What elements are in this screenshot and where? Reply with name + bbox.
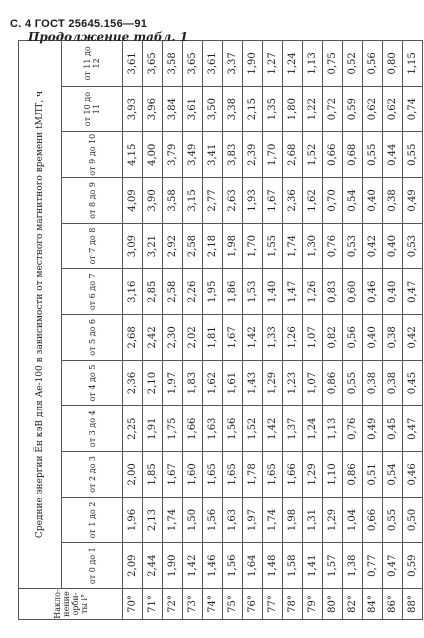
table-row bbox=[323, 41, 343, 620]
value-cell: 2,10 bbox=[143, 360, 163, 406]
value-cell: 1,93 bbox=[243, 178, 263, 224]
value-cell: 1,65 bbox=[203, 452, 223, 498]
continuation-label: Продолжение табл. 1 bbox=[28, 30, 189, 44]
value-cell: 2,15 bbox=[243, 86, 263, 132]
value-cell: 0,49 bbox=[403, 178, 423, 224]
inclination-cell: 71° bbox=[143, 589, 163, 620]
value-cell: 0,45 bbox=[403, 360, 423, 406]
value-cell: 1,56 bbox=[223, 406, 243, 452]
value-cell: 0,86 bbox=[323, 360, 343, 406]
table-body bbox=[123, 41, 423, 620]
value-cell: 1,50 bbox=[183, 497, 203, 543]
table-row bbox=[283, 41, 303, 620]
value-cell: 1,85 bbox=[143, 452, 163, 498]
value-cell: 0,54 bbox=[343, 178, 363, 224]
value-cell: 1,67 bbox=[163, 452, 183, 498]
value-cell: 1,43 bbox=[243, 360, 263, 406]
value-cell: 1,91 bbox=[143, 406, 163, 452]
value-cell: 3,16 bbox=[123, 269, 143, 315]
value-cell: 0,46 bbox=[363, 269, 383, 315]
value-cell: 3,84 bbox=[163, 86, 183, 132]
rotated-table-block bbox=[18, 30, 418, 620]
inclination-cell: 77° bbox=[263, 589, 283, 620]
value-cell: 3,21 bbox=[143, 223, 163, 269]
value-cell: 1,26 bbox=[303, 269, 323, 315]
table-row bbox=[343, 41, 363, 620]
value-cell: 1,42 bbox=[263, 406, 283, 452]
value-cell: 2,13 bbox=[143, 497, 163, 543]
table-row bbox=[203, 41, 223, 620]
value-cell: 0,74 bbox=[403, 86, 423, 132]
value-cell: 0,68 bbox=[343, 132, 363, 178]
value-cell: 0,47 bbox=[403, 406, 423, 452]
table-row bbox=[143, 41, 163, 620]
inclination-cell: 78° bbox=[283, 589, 303, 620]
sub-header-4: от 3 до 4 bbox=[62, 406, 123, 452]
value-cell: 4,15 bbox=[123, 132, 143, 178]
value-cell: 0,42 bbox=[363, 223, 383, 269]
value-cell: 0,80 bbox=[383, 41, 403, 87]
value-cell: 3,38 bbox=[223, 86, 243, 132]
inclination-cell: 84° bbox=[363, 589, 383, 620]
value-cell: 0,53 bbox=[403, 223, 423, 269]
value-cell: 1,38 bbox=[343, 543, 363, 589]
value-cell: 2,77 bbox=[203, 178, 223, 224]
table-row bbox=[403, 41, 423, 620]
value-cell: 3,65 bbox=[183, 41, 203, 87]
value-cell: 0,50 bbox=[403, 497, 423, 543]
value-cell: 1,46 bbox=[203, 543, 223, 589]
value-cell: 1,62 bbox=[303, 178, 323, 224]
inclination-cell: 79° bbox=[303, 589, 323, 620]
sub-header-10: от 9 до 10 bbox=[62, 132, 123, 178]
value-cell: 0,55 bbox=[343, 360, 363, 406]
value-cell: 1,35 bbox=[263, 86, 283, 132]
value-cell: 0,45 bbox=[383, 406, 403, 452]
value-cell: 1,83 bbox=[183, 360, 203, 406]
value-cell: 0,60 bbox=[343, 269, 363, 315]
value-cell: 2,85 bbox=[143, 269, 163, 315]
value-cell: 2,58 bbox=[183, 223, 203, 269]
sub-header-9: от 8 до 9 bbox=[62, 178, 123, 224]
value-cell: 0,55 bbox=[383, 497, 403, 543]
value-cell: 3,61 bbox=[123, 41, 143, 87]
value-cell: 1,98 bbox=[283, 497, 303, 543]
value-cell: 0,53 bbox=[343, 223, 363, 269]
value-cell: 1,42 bbox=[183, 543, 203, 589]
value-cell: 1,56 bbox=[223, 543, 243, 589]
value-cell: 0,40 bbox=[363, 315, 383, 361]
value-cell: 3,93 bbox=[123, 86, 143, 132]
value-cell: 3,50 bbox=[203, 86, 223, 132]
sub-header-8: от 7 до 8 bbox=[62, 223, 123, 269]
value-cell: 1,29 bbox=[263, 360, 283, 406]
value-cell: 2,26 bbox=[183, 269, 203, 315]
value-cell: 1,65 bbox=[263, 452, 283, 498]
value-cell: 1,40 bbox=[263, 269, 283, 315]
value-cell: 0,77 bbox=[363, 543, 383, 589]
value-cell: 1,80 bbox=[283, 86, 303, 132]
inclination-header: Накло-нение орби-ты i° bbox=[19, 589, 123, 620]
page-header: С. 4 ГОСТ 25645.156—91 bbox=[10, 18, 148, 30]
value-cell: 1,67 bbox=[223, 315, 243, 361]
value-cell: 2,30 bbox=[163, 315, 183, 361]
value-cell: 2,68 bbox=[283, 132, 303, 178]
value-cell: 2,42 bbox=[143, 315, 163, 361]
value-cell: 0,47 bbox=[403, 269, 423, 315]
sub-header-6: от 5 до 6 bbox=[62, 315, 123, 361]
value-cell: 3,61 bbox=[183, 86, 203, 132]
value-cell: 2,63 bbox=[223, 178, 243, 224]
value-cell: 1,47 bbox=[283, 269, 303, 315]
value-cell: 1,52 bbox=[243, 406, 263, 452]
value-cell: 1,53 bbox=[243, 269, 263, 315]
value-cell: 0,59 bbox=[343, 86, 363, 132]
value-cell: 1,24 bbox=[283, 41, 303, 87]
value-cell: 1,74 bbox=[283, 223, 303, 269]
value-cell: 0,40 bbox=[363, 178, 383, 224]
value-cell: 3,58 bbox=[163, 41, 183, 87]
value-cell: 0,62 bbox=[363, 86, 383, 132]
value-cell: 0,55 bbox=[363, 132, 383, 178]
value-cell: 4,09 bbox=[123, 178, 143, 224]
value-cell: 1,13 bbox=[323, 406, 343, 452]
value-cell: 3,65 bbox=[143, 41, 163, 87]
value-cell: 3,41 bbox=[203, 132, 223, 178]
value-cell: 0,40 bbox=[383, 223, 403, 269]
value-cell: 1,48 bbox=[263, 543, 283, 589]
table-row bbox=[303, 41, 323, 620]
value-cell: 0,56 bbox=[363, 41, 383, 87]
value-cell: 1,41 bbox=[303, 543, 323, 589]
value-cell: 3,58 bbox=[163, 178, 183, 224]
value-cell: 1,67 bbox=[263, 178, 283, 224]
value-cell: 4,00 bbox=[143, 132, 163, 178]
value-cell: 0,56 bbox=[343, 315, 363, 361]
table-row bbox=[183, 41, 203, 620]
value-cell: 0,59 bbox=[403, 543, 423, 589]
value-cell: 1,97 bbox=[243, 497, 263, 543]
value-cell: 0,49 bbox=[363, 406, 383, 452]
value-cell: 3,61 bbox=[203, 41, 223, 87]
value-cell: 1,90 bbox=[243, 41, 263, 87]
value-cell: 3,37 bbox=[223, 41, 243, 87]
value-cell: 1,78 bbox=[243, 452, 263, 498]
value-cell: 1,66 bbox=[183, 406, 203, 452]
value-cell: 1,15 bbox=[403, 41, 423, 87]
value-cell: 1,95 bbox=[203, 269, 223, 315]
value-cell: 1,66 bbox=[283, 452, 303, 498]
inclination-cell: 88° bbox=[403, 589, 423, 620]
value-cell: 0,54 bbox=[383, 452, 403, 498]
value-cell: 1,30 bbox=[303, 223, 323, 269]
inclination-cell: 72° bbox=[163, 589, 183, 620]
value-cell: 3,09 bbox=[123, 223, 143, 269]
inclination-cell: 86° bbox=[383, 589, 403, 620]
value-cell: 1,52 bbox=[303, 132, 323, 178]
value-cell: 2,00 bbox=[123, 452, 143, 498]
value-cell: 2,36 bbox=[123, 360, 143, 406]
value-cell: 2,09 bbox=[123, 543, 143, 589]
value-cell: 1,58 bbox=[283, 543, 303, 589]
value-cell: 0,38 bbox=[383, 360, 403, 406]
value-cell: 0,38 bbox=[383, 315, 403, 361]
value-cell: 3,96 bbox=[143, 86, 163, 132]
value-cell: 3,79 bbox=[163, 132, 183, 178]
value-cell: 1,75 bbox=[163, 406, 183, 452]
value-cell: 1,29 bbox=[303, 452, 323, 498]
value-cell: 1,13 bbox=[303, 41, 323, 87]
value-cell: 1,74 bbox=[263, 497, 283, 543]
value-cell: 2,58 bbox=[163, 269, 183, 315]
value-cell: 1,07 bbox=[303, 315, 323, 361]
value-cell: 1,27 bbox=[263, 41, 283, 87]
value-cell: 3,90 bbox=[143, 178, 163, 224]
value-cell: 1,96 bbox=[123, 497, 143, 543]
sub-header-2: от 1 до 2 bbox=[62, 497, 123, 543]
table-row bbox=[243, 41, 263, 620]
value-cell: 3,49 bbox=[183, 132, 203, 178]
value-cell: 0,83 bbox=[323, 269, 343, 315]
value-cell: 0,46 bbox=[403, 452, 423, 498]
value-cell: 1,97 bbox=[163, 360, 183, 406]
value-cell: 0,76 bbox=[343, 406, 363, 452]
value-cell: 0,38 bbox=[363, 360, 383, 406]
value-cell: 0,75 bbox=[323, 41, 343, 87]
inclination-cell: 82° bbox=[343, 589, 363, 620]
value-cell: 1,60 bbox=[183, 452, 203, 498]
value-cell: 0,62 bbox=[383, 86, 403, 132]
table-row bbox=[383, 41, 403, 620]
sub-header-row bbox=[62, 41, 123, 620]
value-cell: 1,65 bbox=[223, 452, 243, 498]
energy-table bbox=[18, 40, 423, 620]
value-cell: 1,63 bbox=[203, 406, 223, 452]
value-cell: 0,82 bbox=[323, 315, 343, 361]
value-cell: 2,39 bbox=[243, 132, 263, 178]
value-cell: 1,23 bbox=[283, 360, 303, 406]
value-cell: 2,92 bbox=[163, 223, 183, 269]
value-cell: 0,76 bbox=[323, 223, 343, 269]
value-cell: 1,55 bbox=[263, 223, 283, 269]
value-cell: 1,42 bbox=[243, 315, 263, 361]
value-cell: 1,31 bbox=[303, 497, 323, 543]
value-cell: 0,66 bbox=[323, 132, 343, 178]
value-cell: 1,10 bbox=[323, 452, 343, 498]
sub-header-5: от 4 до 5 bbox=[62, 360, 123, 406]
value-cell: 3,83 bbox=[223, 132, 243, 178]
value-cell: 1,86 bbox=[223, 269, 243, 315]
value-cell: 1,22 bbox=[303, 86, 323, 132]
value-cell: 0,38 bbox=[383, 178, 403, 224]
value-cell: 1,07 bbox=[303, 360, 323, 406]
value-cell: 0,44 bbox=[383, 132, 403, 178]
value-cell: 1,81 bbox=[203, 315, 223, 361]
value-cell: 0,42 bbox=[403, 315, 423, 361]
value-cell: 0,52 bbox=[343, 41, 363, 87]
value-cell: 0,40 bbox=[383, 269, 403, 315]
value-cell: 2,68 bbox=[123, 315, 143, 361]
value-cell: 2,25 bbox=[123, 406, 143, 452]
table-row bbox=[163, 41, 183, 620]
inclination-cell: 73° bbox=[183, 589, 203, 620]
value-cell: 1,62 bbox=[203, 360, 223, 406]
value-cell: 0,55 bbox=[403, 132, 423, 178]
value-cell: 0,70 bbox=[323, 178, 343, 224]
sub-header-3: от 2 до 3 bbox=[62, 452, 123, 498]
sub-header-1: от 0 до 1 bbox=[62, 543, 123, 589]
value-cell: 1,90 bbox=[163, 543, 183, 589]
value-cell: 1,24 bbox=[303, 406, 323, 452]
value-cell: 0,47 bbox=[383, 543, 403, 589]
value-cell: 1,74 bbox=[163, 497, 183, 543]
table-row bbox=[263, 41, 283, 620]
value-cell: 0,86 bbox=[343, 452, 363, 498]
value-cell: 1,61 bbox=[223, 360, 243, 406]
inclination-cell: 80° bbox=[323, 589, 343, 620]
value-cell: 2,02 bbox=[183, 315, 203, 361]
inclination-cell: 70° bbox=[123, 589, 143, 620]
value-cell: 0,66 bbox=[363, 497, 383, 543]
table-row bbox=[223, 41, 243, 620]
table-row bbox=[123, 41, 143, 620]
inclination-cell: 76° bbox=[243, 589, 263, 620]
sub-header-7: от 6 до 7 bbox=[62, 269, 123, 315]
inclination-cell: 74° bbox=[203, 589, 223, 620]
value-cell: 1,33 bbox=[263, 315, 283, 361]
value-cell: 0,51 bbox=[363, 452, 383, 498]
value-cell: 3,15 bbox=[183, 178, 203, 224]
group-header: Средние энергии E̅н кэВ для Ae-100 в зависимости от местного магнитного времени tМЛТ, ч bbox=[19, 41, 62, 589]
value-cell: 1,26 bbox=[283, 315, 303, 361]
value-cell: 2,44 bbox=[143, 543, 163, 589]
value-cell: 1,37 bbox=[283, 406, 303, 452]
value-cell: 1,57 bbox=[323, 543, 343, 589]
value-cell: 1,64 bbox=[243, 543, 263, 589]
value-cell: 0,72 bbox=[323, 86, 343, 132]
value-cell: 1,70 bbox=[263, 132, 283, 178]
value-cell: 2,36 bbox=[283, 178, 303, 224]
value-cell: 2,18 bbox=[203, 223, 223, 269]
table-row bbox=[363, 41, 383, 620]
value-cell: 1,04 bbox=[343, 497, 363, 543]
sub-header-11: от 10 до 11 bbox=[62, 86, 123, 132]
value-cell: 1,29 bbox=[323, 497, 343, 543]
value-cell: 1,98 bbox=[223, 223, 243, 269]
value-cell: 1,70 bbox=[243, 223, 263, 269]
value-cell: 1,56 bbox=[203, 497, 223, 543]
value-cell: 1,63 bbox=[223, 497, 243, 543]
inclination-cell: 75° bbox=[223, 589, 243, 620]
sub-header-12: от 11 до 12 bbox=[62, 41, 123, 87]
